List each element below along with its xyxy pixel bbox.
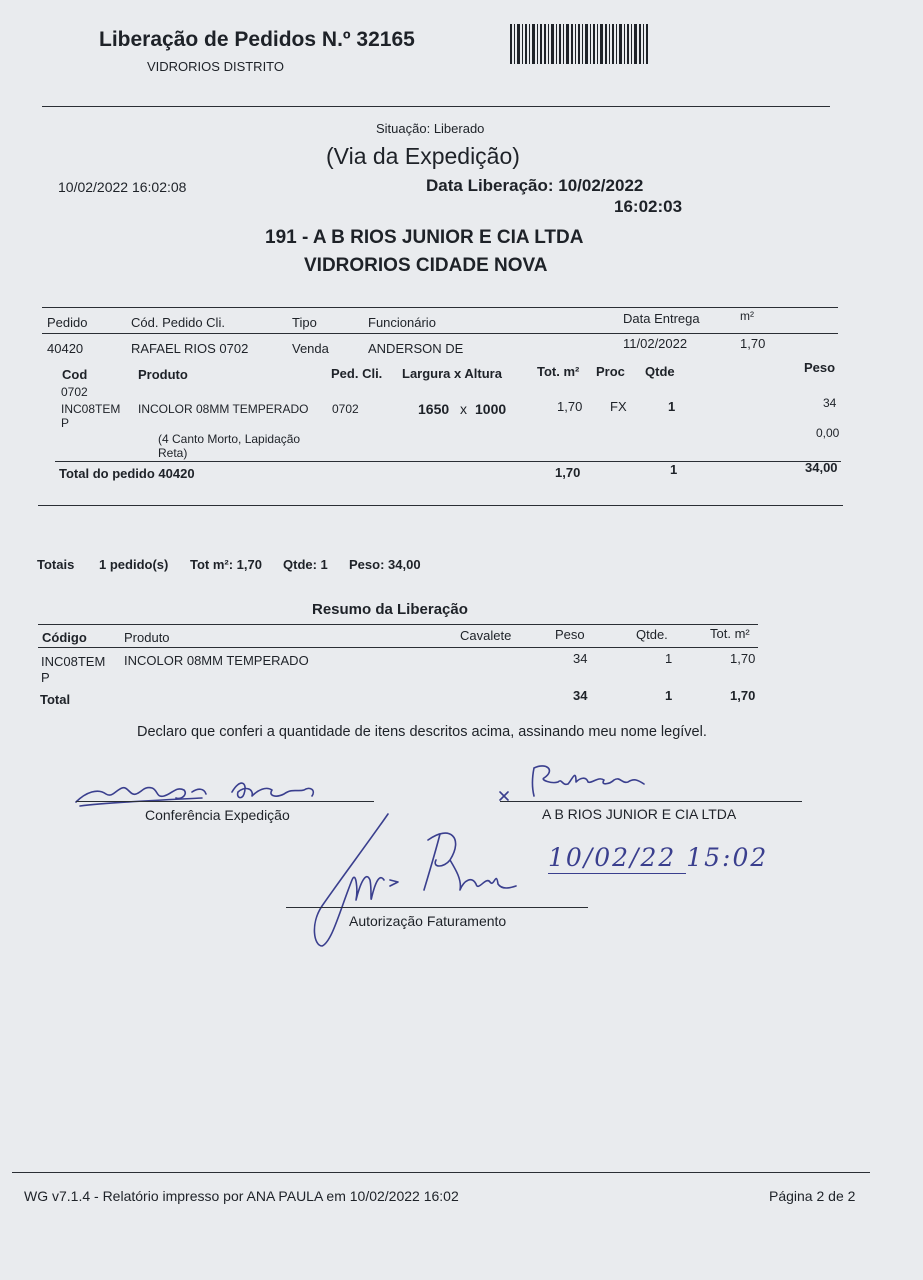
item-cod-line3: P	[61, 416, 70, 430]
signature-line-client	[500, 801, 802, 802]
order-cod-pedido-cli: RAFAEL RIOS 0702	[131, 341, 249, 356]
print-datetime: 10/02/2022 16:02:08	[58, 179, 187, 195]
resumo-header-cavalete: Cavalete	[460, 628, 512, 643]
item-altura: 1000	[475, 401, 507, 417]
barcode-image	[510, 24, 648, 64]
item-header-ped-cli: Ped. Cli.	[331, 366, 383, 381]
handwritten-date: 10/02/22 15:02	[548, 843, 769, 872]
conferencia-label: Conferência Expedição	[145, 807, 290, 823]
declaration-text: Declaro que conferi a quantidade de itens descritos acima, assinando meu nome legível.	[137, 724, 707, 740]
order-total-label: Total do pedido 40420	[59, 466, 195, 481]
col-header-pedido: Pedido	[47, 315, 88, 330]
situation-label: Situação: Liberado	[376, 121, 485, 136]
item-header-produto: Produto	[138, 367, 188, 382]
resumo-codigo-line2: P	[41, 670, 50, 685]
col-header-funcionario: Funcionário	[368, 315, 436, 330]
resumo-title: Resumo da Liberação	[312, 601, 468, 618]
resumo-header-tot-m2: Tot. m²	[710, 626, 750, 641]
document-title: Liberação de Pedidos N.º 32165	[99, 28, 415, 51]
header-divider	[42, 106, 830, 107]
order-header-rule	[42, 333, 838, 334]
client-signature-label: A B RIOS JUNIOR E CIA LTDA	[542, 806, 737, 822]
resumo-header-qtde: Qtde.	[636, 627, 668, 642]
item-extra-value: 0,00	[816, 426, 840, 440]
item-header-peso: Peso	[804, 360, 836, 375]
footer-divider	[12, 1172, 870, 1173]
via-label: (Via da Expedição)	[326, 143, 520, 169]
order-table-top-rule	[42, 307, 838, 308]
release-time: 16:02:03	[614, 197, 683, 216]
item-ped-cli: 0702	[332, 402, 359, 416]
resumo-header-peso: Peso	[555, 627, 585, 642]
autorizacao-label: Autorização Faturamento	[349, 913, 507, 929]
resumo-header-rule	[38, 647, 758, 648]
totals-peso: Peso: 34,00	[349, 557, 421, 572]
item-proc: FX	[610, 399, 627, 414]
signature-line-autorizacao	[286, 907, 588, 908]
item-header-cod: Cod	[62, 367, 88, 382]
resumo-produto: INCOLOR 08MM TEMPERADO	[124, 653, 309, 668]
item-largura: 1650	[418, 401, 450, 417]
signature-autorizacao	[300, 810, 520, 950]
item-cod-line2: INC08TEM	[61, 402, 121, 416]
client-name: 191 - A B RIOS JUNIOR E CIA LTDA	[265, 227, 584, 248]
item-cod-line1: 0702	[61, 385, 88, 399]
order-total-qtde: 1	[670, 462, 678, 477]
item-peso: 34	[823, 396, 837, 410]
item-header-qtde: Qtde	[645, 364, 675, 379]
release-date: Data Liberação: 10/02/2022	[426, 176, 644, 195]
col-header-cod-pedido-cli: Cód. Pedido Cli.	[131, 315, 225, 330]
item-tot-m2: 1,70	[557, 399, 583, 414]
totals-label: Totais	[37, 557, 75, 572]
order-m2: 1,70	[740, 336, 766, 351]
item-header-largura-altura: Largura x Altura	[402, 366, 502, 381]
signature-client	[496, 762, 666, 806]
resumo-total-label: Total	[40, 692, 71, 707]
totals-qtde: Qtde: 1	[283, 557, 328, 572]
resumo-total-tot-m2: 1,70	[730, 688, 756, 703]
col-header-data-entrega: Data Entrega	[623, 311, 700, 326]
order-table-bottom-rule	[38, 505, 843, 506]
resumo-header-produto: Produto	[124, 630, 170, 645]
footer-page-number: Página 2 de 2	[769, 1188, 856, 1204]
totals-pedidos: 1 pedido(s)	[99, 557, 169, 572]
resumo-total-qtde: 1	[665, 688, 673, 703]
item-qtde: 1	[668, 399, 676, 414]
order-pedido: 40420	[47, 341, 84, 356]
signature-line-conferencia	[76, 801, 374, 802]
resumo-peso: 34	[573, 651, 588, 666]
handwritten-date-underline	[548, 873, 686, 874]
resumo-total-peso: 34	[573, 688, 588, 703]
totals-tot-m2: Tot m²: 1,70	[190, 557, 262, 572]
company-name: VIDRORIOS DISTRITO	[147, 59, 284, 74]
order-total-peso: 34,00	[805, 460, 838, 475]
order-total-rule	[55, 461, 841, 462]
resumo-tot-m2: 1,70	[730, 651, 756, 666]
signature-conferencia	[72, 772, 327, 812]
resumo-qtde: 1	[665, 651, 673, 666]
item-x: x	[460, 401, 467, 417]
footer-report-info: WG v7.1.4 - Relatório impresso por ANA PAULA em 10/02/2022 16:02	[24, 1188, 459, 1204]
client-store: VIDRORIOS CIDADE NOVA	[304, 255, 548, 276]
resumo-header-codigo: Código	[42, 630, 87, 645]
item-obs-line2: Reta)	[158, 446, 188, 460]
order-funcionario: ANDERSON DE	[368, 341, 464, 356]
order-tipo: Venda	[292, 341, 329, 356]
item-obs-line1: (4 Canto Morto, Lapidação	[158, 432, 301, 446]
col-header-m2: m²	[740, 309, 754, 323]
resumo-top-rule	[38, 624, 758, 625]
item-produto: INCOLOR 08MM TEMPERADO	[138, 402, 309, 416]
col-header-tipo: Tipo	[292, 315, 317, 330]
order-data-entrega: 11/02/2022	[623, 336, 688, 351]
item-header-proc: Proc	[596, 364, 625, 379]
item-header-tot-m2: Tot. m²	[537, 364, 580, 379]
order-total-tot-m2: 1,70	[555, 465, 581, 480]
resumo-codigo-line1: INC08TEM	[41, 654, 106, 669]
